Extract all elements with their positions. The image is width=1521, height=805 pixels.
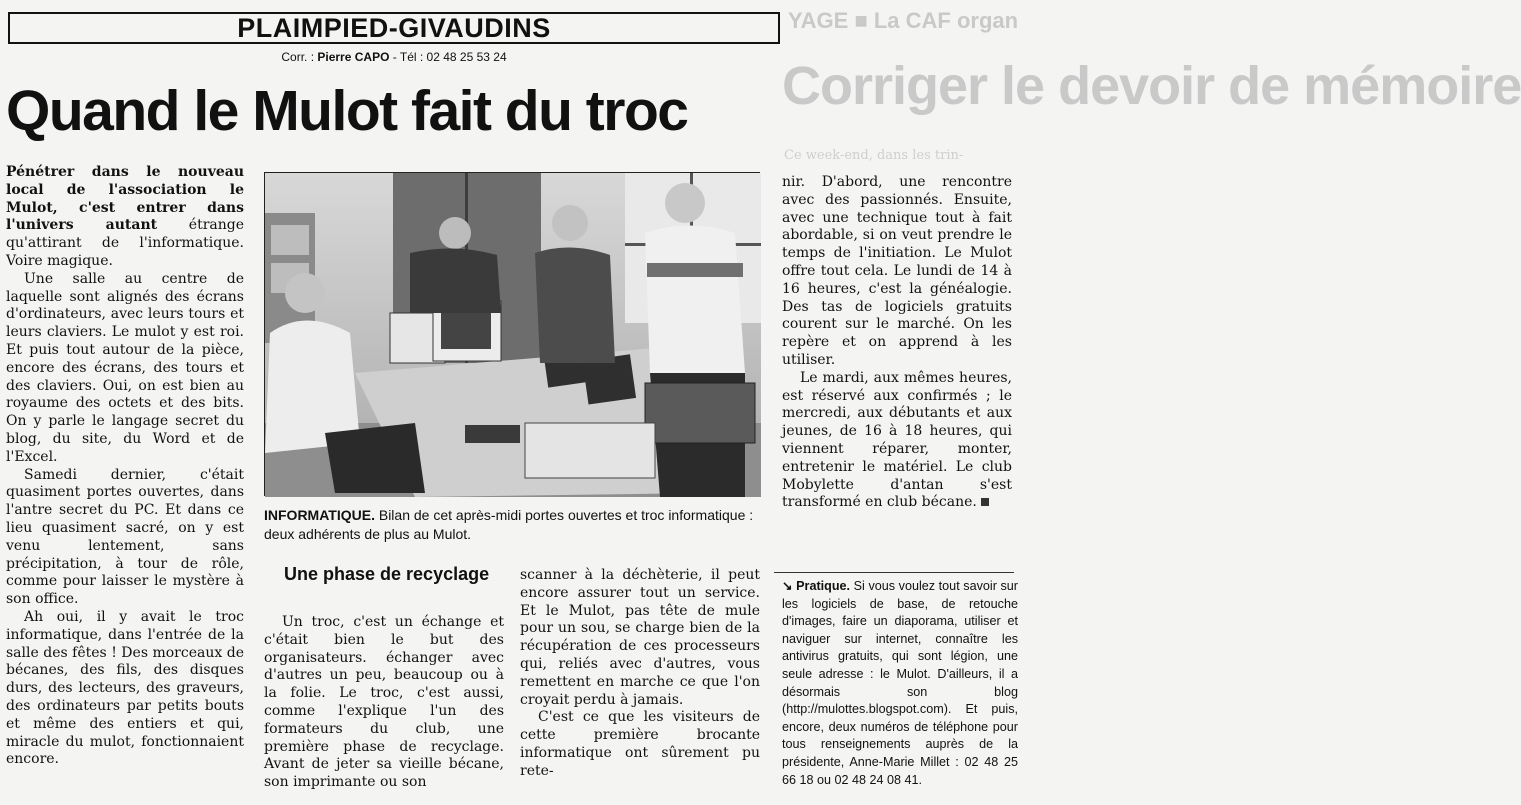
bleed-through-headline: Corriger le devoir de mémoire bbox=[782, 56, 1521, 116]
paragraph: Samedi dernier, c'était quasiment portes ouvertes, dans l'antre secret du PC. Et dans ce lieu quasiment sacré, on y est venu lentement, sans précipitation, à tour de rôle, comme pour laisser le mystère à son office. bbox=[6, 466, 244, 608]
corr-phone: Tél : 02 48 25 53 24 bbox=[399, 50, 507, 64]
paragraph: nir. D'abord, une rencontre avec des passionnés. Ensuite, avec une technique tout à fait abordable, si on veut prendre le temps de l'initiation. Le Mulot offre tout cela. Le lundi de 14 à 16 heures, c'est la généalogie. Des tas de logiciels gratuits courent sur le marché. On les repère et on apprend à les utiliser. bbox=[782, 174, 1012, 368]
end-mark-icon bbox=[981, 498, 989, 506]
paragraph: scanner à la déchèterie, il peut encore assurer tout un service. Et le Mulot, pas tête de mule pour un sou, se charge bien de la récupération de ces processeurs qui, reliés avec d'autres, vous remettent en marche ce que l'on croyait perdu à jamais. bbox=[520, 567, 760, 708]
pratique-label: ↘ Pratique. bbox=[782, 579, 851, 593]
paragraph bbox=[782, 370, 1012, 512]
town-banner bbox=[8, 12, 780, 44]
pratique-box bbox=[782, 578, 1018, 789]
article-photo bbox=[264, 172, 760, 496]
bleed-through-top: YAGE ■ La CAF organ bbox=[788, 8, 1019, 33]
column-1 bbox=[6, 164, 244, 769]
paragraph-text: Le mardi, aux mêmes heures, est réservé aux confirmés ; le mercredi, aux débutants et aux jeunes, de 16 à 18 heures, qui viennent réparer, monter, entretenir le matériel. Le club Mobylette d'antan s'est transformé en club bécane. bbox=[782, 369, 1012, 511]
paragraph: Ah oui, il y avait le troc informatique, dans l'entrée de la salle des fêtes ! Des morceaux de bécanes, des fils, des disques durs, des lecteurs, des graveurs, des ordinateurs par petits bouts et même des entiers et qui, miracle du mulot, fonctionnaient encore. bbox=[6, 608, 244, 768]
paragraph: C'est ce que les visiteurs de cette première brocante informatique ont sûrement pu rete- bbox=[520, 709, 760, 779]
caption-label: INFORMATIQUE. bbox=[264, 507, 375, 523]
town-name: PLAIMPIED-GIVAUDINS bbox=[237, 12, 551, 43]
lead-rest: étrange qu'attirant de l'informatique. Voire magique. bbox=[6, 217, 244, 269]
pratique-text: Si vous voulez tout savoir sur les logiciels de base, de retouche d'images, faire un diaporama, utiliser et naviguer sur internet, connaître les antivirus gratuits, qui sont légion, une seule adresse : le Mulot. D'ailleurs, il a désormais son blog (http://mulottes.blogspot.com). Et puis, encore, deux numéros de téléphone pour tous renseignements auprès de la présidente, Anne-Marie Millet : 02 48 25 66 18 ou 02 48 24 08 41. bbox=[782, 579, 1018, 787]
lead-paragraph bbox=[6, 164, 244, 271]
column-2 bbox=[264, 614, 504, 792]
box-separator bbox=[774, 572, 1014, 573]
section-subhead: Une phase de recyclage bbox=[284, 564, 490, 584]
article-headline: Quand le Mulot fait du troc bbox=[6, 79, 688, 143]
lead-bold: Pénétrer dans le nouveau local de l'association le Mulot, c'est entrer dans l'univers autant bbox=[6, 164, 244, 234]
caption-text: Bilan de cet après-midi portes ouvertes et troc informatique : deux adhérents de plus au Mulot. bbox=[264, 507, 754, 542]
correspondent-line bbox=[8, 50, 780, 64]
bleed-through-subtext: Ce week-end, dans les trin- bbox=[784, 148, 964, 163]
corr-prefix: Corr. : bbox=[281, 50, 315, 64]
paragraph: Un troc, c'est un échange et c'était bien le but des organisateurs. échanger avec d'autres un peu, beaucoup ou à la folie. Le troc, c'est aussi, comme l'explique l'un des formateurs du club, une première phase de recyclage. Avant de jeter sa vieille bécane, son imprimante ou son bbox=[264, 614, 504, 791]
photo-illustration bbox=[265, 173, 761, 497]
column-4 bbox=[782, 174, 1012, 512]
column-3 bbox=[520, 567, 760, 781]
corr-sep: - bbox=[392, 50, 397, 64]
photo-caption bbox=[264, 506, 764, 544]
paragraph: Une salle au centre de laquelle sont alignés des écrans d'ordinateurs, avec leurs tours et leurs claviers. Le mulot y est roi. Et puis tout autour de la pièce, encore des écrans, des tours et des claviers. Oui, on est bien au royaume des octets et des bits. On y parle le langage secret du blog, du site, du Word et de l'Excel. bbox=[6, 270, 244, 465]
corr-name: Pierre CAPO bbox=[317, 50, 390, 64]
